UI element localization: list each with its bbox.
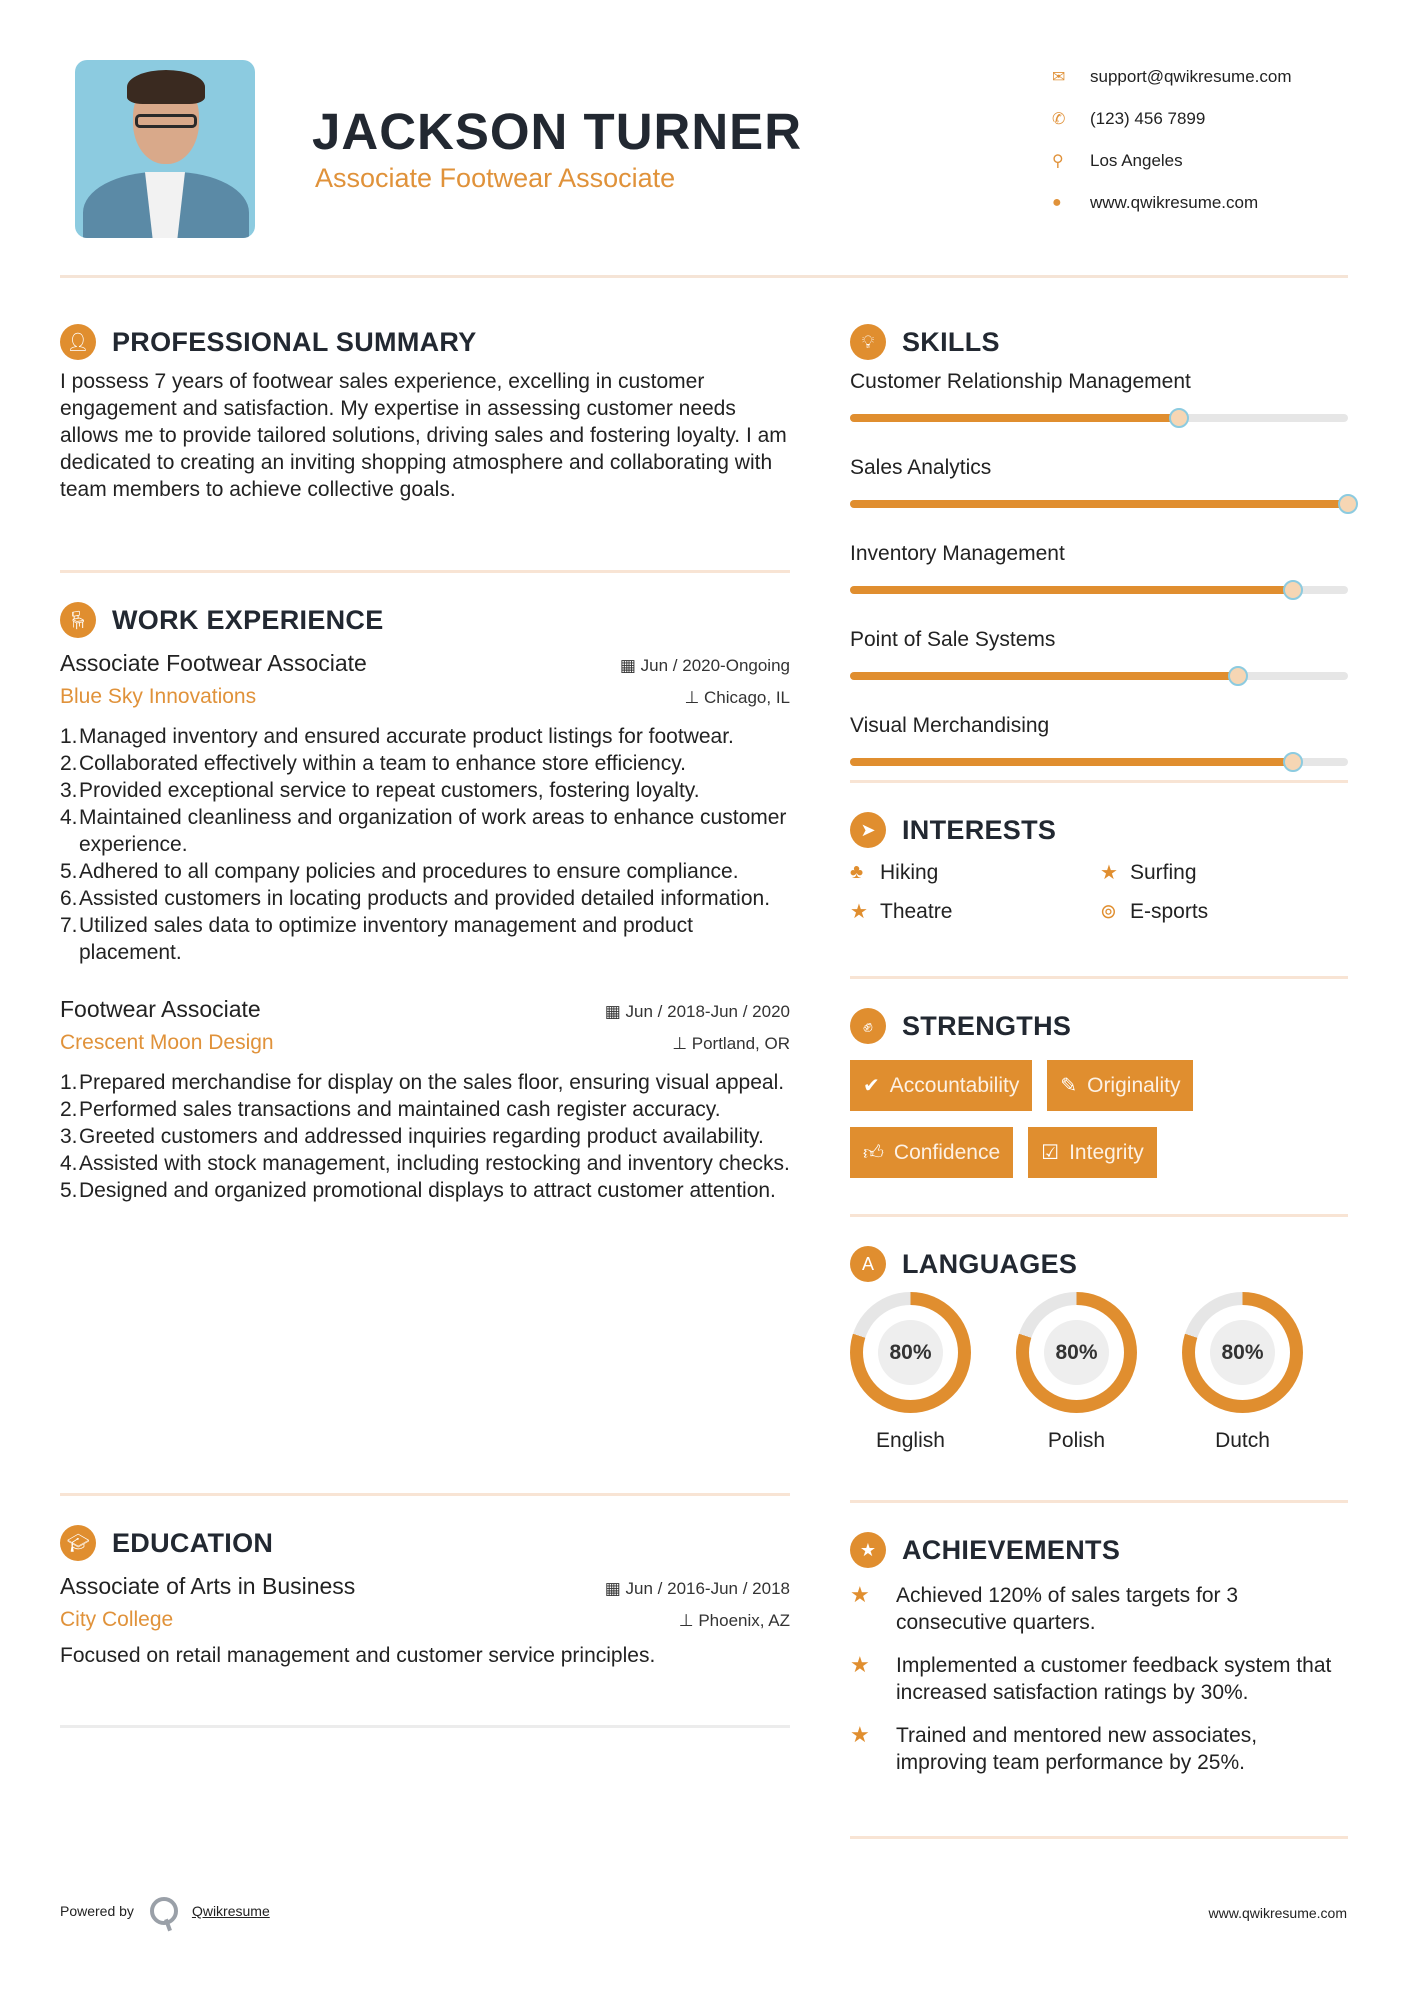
language-item: 80% Polish (1016, 1292, 1137, 1453)
check-circle-icon: ✔ (863, 1075, 880, 1097)
job-company: Blue Sky Innovations (60, 685, 257, 708)
skill-bar (850, 414, 1348, 422)
list-item: 4. Maintained cleanliness and organization of work areas to enhance customer experience. (60, 806, 787, 856)
experience-heading: 🪑︎ WORK EXPERIENCE (60, 602, 790, 638)
achievement-item: ★ Achieved 120% of sales targets for 3 consecutive quarters. (850, 1582, 1239, 1634)
language-donut: 80% (1182, 1292, 1303, 1413)
thumbs-up-icon: 👍︎ (863, 1141, 884, 1164)
skill-bar (850, 672, 1348, 680)
star-icon: ★ (850, 901, 868, 923)
experience-section (60, 602, 790, 1204)
degree-title: Associate of Arts in Business (60, 1573, 356, 1599)
job-bullets (60, 1069, 790, 1204)
contact-list (1052, 56, 1392, 224)
achievements-section (850, 1532, 1348, 1792)
pushpin-icon: ⊥ (672, 1034, 692, 1053)
fist-icon: ✊︎ (850, 1008, 886, 1044)
skill-bar (850, 500, 1348, 508)
calendar-icon: ▦ (604, 1002, 626, 1021)
footer-website[interactable]: www.qwikresume.com (1208, 1905, 1347, 1921)
skills-heading: 💡︎ SKILLS (850, 324, 1348, 360)
education-description: Focused on retail management and customer service principles. (60, 1644, 656, 1667)
skill-bar (850, 586, 1348, 594)
translate-icon: A (850, 1246, 886, 1282)
list-item: 2. Collaborated effectively within a team to enhance store efficiency. (60, 752, 687, 775)
skill-knob (1283, 580, 1303, 600)
strength-badge: 👍︎ Confidence (850, 1127, 1013, 1178)
skill-bar (850, 758, 1348, 766)
interest-item: ★ Surfing (1100, 860, 1197, 884)
summary-section (60, 324, 790, 503)
section-divider (850, 1500, 1348, 1503)
skills-section (850, 324, 1348, 800)
skill-item: Inventory Management (850, 542, 1348, 594)
contact-location: ⚲ Los Angeles (1052, 151, 1183, 170)
candidate-title: Associate Footwear Associate (315, 163, 676, 193)
strength-badge: ☑ Integrity (1028, 1127, 1157, 1178)
strengths-heading: ✊︎ STRENGTHS (850, 1008, 1348, 1044)
calendar-icon: ▦ (604, 1579, 626, 1598)
skill-item: Sales Analytics (850, 456, 1348, 508)
interests-heading: ➤ INTERESTS (850, 812, 1348, 848)
achievement-item: ★ Trained and mentored new associates, improving team performance by 25%. (850, 1722, 1258, 1774)
shooting-star-icon: ★ (850, 1582, 870, 1607)
list-item: 5. Adhered to all company policies and procedures to ensure compliance. (60, 860, 739, 883)
paper-plane-icon: ➤ (850, 812, 886, 848)
job-entry (60, 650, 790, 966)
footer-powered-by: Powered by Qwikresume (60, 1897, 270, 1925)
job-title: Associate Footwear Associate (60, 650, 367, 676)
interests-section (850, 812, 1348, 924)
list-item: 1. Prepared merchandise for display on the sales floor, ensuring visual appeal. (60, 1071, 785, 1094)
summary-heading: 👤︎ PROFESSIONAL SUMMARY (60, 324, 790, 360)
job-bullets (60, 723, 790, 966)
profile-photo (75, 60, 255, 238)
envelope-icon: ✉ (1052, 69, 1066, 86)
section-divider (850, 780, 1348, 783)
education-date: ▦ Jun / 2016-Jun / 2018 (604, 1579, 790, 1598)
list-item: 1. Managed inventory and ensured accurate product listings for footwear. (60, 725, 734, 748)
user-icon: 👤︎ (60, 324, 96, 360)
job-company: Crescent Moon Design (60, 1031, 274, 1054)
achievements-heading: ★ ACHIEVEMENTS (850, 1532, 1348, 1568)
language-donut: 80% (1016, 1292, 1137, 1413)
list-item: 2. Performed sales transactions and maintained cash register accuracy. (60, 1098, 721, 1121)
list-item: 3. Provided exceptional service to repeat customers, fostering loyalty. (60, 779, 700, 802)
pencil-icon: ✎ (1060, 1075, 1078, 1097)
globe-icon: ● (1052, 194, 1062, 211)
shooting-star-icon: ★ (850, 1722, 870, 1747)
job-title: Footwear Associate (60, 996, 261, 1022)
list-item: 4. Assisted with stock management, including restocking and inventory checks. (60, 1152, 790, 1175)
language-item: 80% English (850, 1292, 971, 1453)
life-ring-icon: ⊚ (1100, 901, 1117, 923)
strength-badge: ✔ Accountability (850, 1060, 1032, 1111)
achievement-item: ★ Implemented a customer feedback system that increased satisfaction ratings by 30%. (850, 1652, 1332, 1704)
language-donut: 80% (850, 1292, 971, 1413)
contact-website[interactable]: ● www.qwikresume.com (1052, 193, 1259, 212)
strengths-section (850, 1008, 1348, 1178)
header-divider (60, 275, 1348, 278)
section-divider (850, 976, 1348, 979)
job-location: ⊥ Portland, OR (672, 1034, 790, 1053)
skill-knob (1338, 494, 1358, 514)
star-icon: ★ (1100, 862, 1118, 884)
phone-icon: ✆ (1052, 111, 1066, 128)
pushpin-icon: ⊥ (678, 1611, 699, 1630)
summary-text: I possess 7 years of footwear sales experience, excelling in customer engagement and satisfaction. My expertise in assessing customer needs allows me to provide tailored solutions, driving sales and fostering loyalty. I am dedicated to creating an inviting shopping atmosphere and collaborating with team members to achieve collective goals. (60, 370, 787, 501)
list-item: 7. Utilized sales data to optimize inventory management and product placement. (60, 914, 694, 964)
interest-item: ⊚ E-sports (1100, 899, 1209, 923)
skill-knob (1169, 408, 1189, 428)
languages-section (850, 1246, 1348, 1453)
list-item: 5. Designed and organized promotional displays to attract customer attention. (60, 1179, 776, 1202)
section-divider (850, 1214, 1348, 1217)
shooting-star-icon: ★ (850, 1652, 870, 1677)
contact-email[interactable]: ✉ support@qwikresume.com (1052, 67, 1292, 86)
qwikresume-link[interactable]: Qwikresume (191, 1903, 270, 1919)
list-item: 3. Greeted customers and addressed inquiries regarding product availability. (60, 1125, 764, 1148)
calendar-icon: ▦ (619, 656, 641, 675)
contact-phone[interactable]: ✆ (123) 456 7899 (1052, 109, 1206, 128)
pushpin-icon: ⊥ (684, 688, 704, 707)
education-section (60, 1525, 790, 1669)
education-location: ⊥ Phoenix, AZ (678, 1611, 790, 1630)
lightbulb-icon: 💡︎ (850, 324, 886, 360)
star-badge-icon: ★ (850, 1532, 886, 1568)
education-heading: 🎓︎ EDUCATION (60, 1525, 790, 1561)
job-date: ▦ Jun / 2018-Jun / 2020 (604, 1002, 790, 1021)
check-square-icon: ☑ (1041, 1142, 1060, 1164)
job-date: ▦ Jun / 2020-Ongoing (619, 656, 790, 675)
languages-heading: A LANGUAGES (850, 1246, 1348, 1282)
qwikresume-logo-icon (150, 1897, 178, 1925)
job-location: ⊥ Chicago, IL (684, 688, 790, 707)
interest-item: ♣ Hiking (850, 860, 939, 884)
tree-icon: ♣ (850, 861, 864, 883)
section-divider (850, 1836, 1348, 1839)
section-divider (60, 570, 790, 573)
strength-badge: ✎ Originality (1047, 1060, 1193, 1111)
language-item: 80% Dutch (1182, 1292, 1303, 1453)
skill-item: Customer Relationship Management (850, 370, 1348, 422)
skill-knob (1283, 752, 1303, 772)
section-divider (60, 1725, 790, 1728)
list-item: 6. Assisted customers in locating products and provided detailed information. (60, 887, 771, 910)
map-pin-icon: ⚲ (1052, 153, 1064, 170)
section-divider (60, 1493, 790, 1496)
skill-item: Visual Merchandising (850, 714, 1348, 766)
skill-item: Point of Sale Systems (850, 628, 1348, 680)
chair-icon: 🪑︎ (60, 602, 96, 638)
candidate-name: JACKSON TURNER (312, 103, 803, 160)
graduate-icon: 🎓︎ (60, 1525, 96, 1561)
job-entry (60, 996, 790, 1204)
skill-knob (1228, 666, 1248, 686)
interest-item: ★ Theatre (850, 899, 953, 923)
school-name: City College (60, 1608, 174, 1631)
